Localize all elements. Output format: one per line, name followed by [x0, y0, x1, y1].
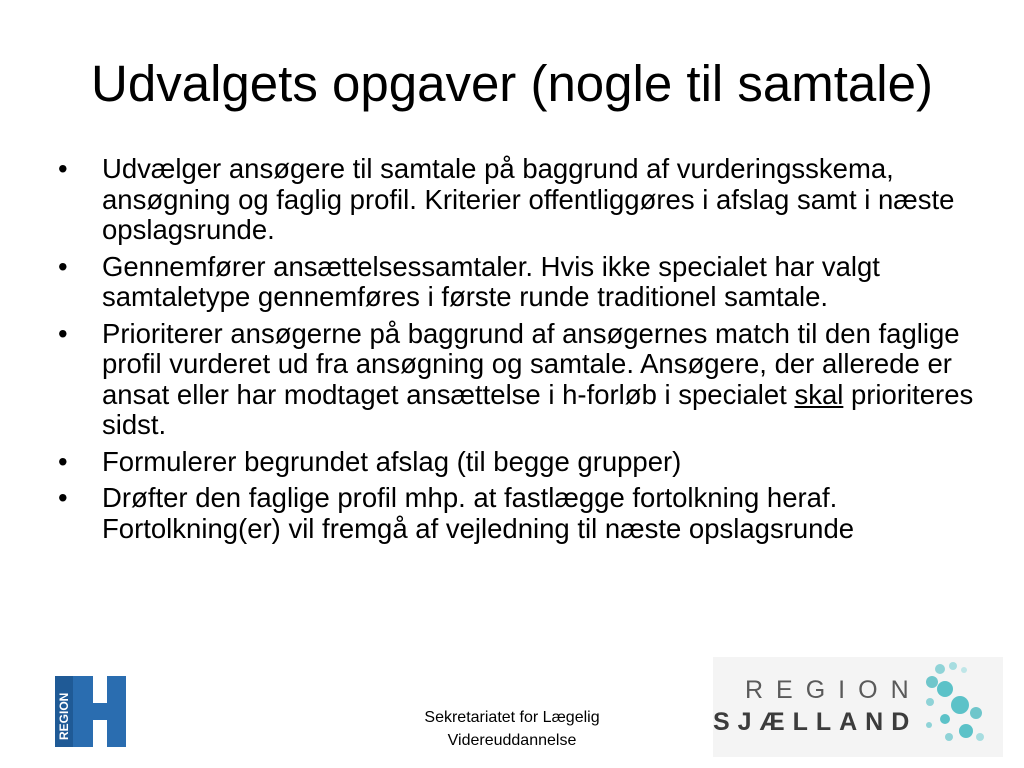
footer-line: Videreuddannelse: [447, 732, 577, 749]
bullet-text: Formulerer begrundet afslag (til begge grupper): [102, 445, 682, 477]
bullet-item: [58, 483, 1008, 544]
region-word: REGION: [745, 676, 922, 704]
footer: [392, 706, 632, 752]
bullet-marker: •: [58, 153, 68, 184]
region-sjaelland-logo: [713, 657, 1003, 757]
bullet-text: Gennemfører ansættelsessamtaler. Hvis ikke specialet har valgt samtaletype gennemføres i første runde traditionel samtale.: [102, 250, 880, 312]
bullet-marker: •: [58, 482, 68, 513]
bullet-marker: •: [58, 317, 68, 349]
bullet-marker: •: [58, 445, 68, 477]
region-hovedstaden-logo: [55, 676, 126, 747]
bullet-item: [58, 154, 1008, 246]
bullet-text: [102, 319, 1008, 441]
underlined-word: skal: [794, 378, 844, 410]
bullet-text-part: prioriteres sidst.: [102, 378, 974, 440]
sjaelland-word: SJÆLLAND: [713, 708, 918, 736]
bullet-item: [58, 252, 1008, 313]
bullet-text: Udvælger ansøgere til samtale på baggrund af vurderingsskema, ansøgning og faglig profil. Kriterier offentliggøres i afslag samt i næste opslagsrunde.: [102, 153, 955, 245]
bullet-item: [58, 319, 1008, 441]
bullet-item: [58, 447, 1008, 478]
bullet-text: Drøfter den faglige profil mhp. at fastlægge fortolkning heraf. Fortolkning(er) vil fremgå af vejledning til næste opslagsrunde: [102, 482, 855, 544]
footer-line: Sekretariatet for Lægelig: [424, 709, 600, 726]
region-h-text: REGION: [57, 692, 71, 740]
bullet-text-part: Prioriterer ansøgerne på baggrund af ansøgernes match til den faglige profil vurderet ud fra ansøgning og samtale. Ansøgere, der allerede er ansat eller har modtaget ansættelse i h-forløb i specialet: [102, 317, 960, 410]
slide-title: Udvalgets opgaver (nogle til samtale): [91, 55, 933, 112]
region-sjaelland-dots-icon: [918, 657, 1003, 757]
bullet-list: [58, 154, 1008, 550]
bullet-marker: •: [58, 250, 68, 282]
